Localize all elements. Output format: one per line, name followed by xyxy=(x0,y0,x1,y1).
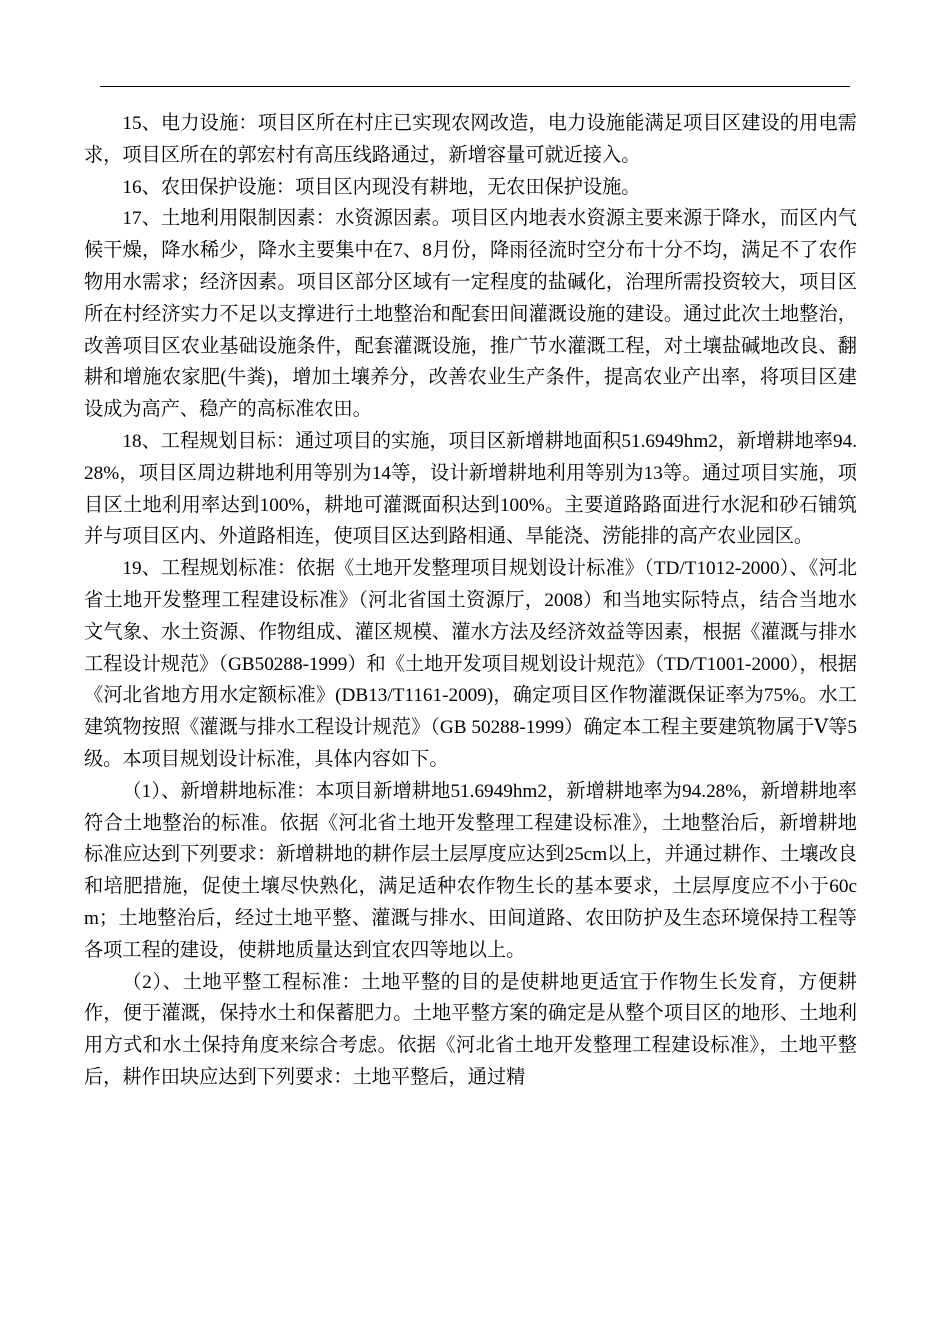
paragraph-18-planning-targets: 18、工程规划目标：通过项目的实施，项目区新增耕地面积51.6949hm2，新增耕地率94.28%，项目区周边耕地利用等别为14等，设计新增耕地利用等别为13等。通过项目实施，项目区土地利用率达到100%，耕地可灌溉面积达到100%。主要道路路面进行水泥和砂石铺筑并与项目区内、外道路相连，使项目区达到路相通、旱能浇、涝能排的高产农业园区。 xyxy=(84,430,857,548)
paragraph-17-land-use-constraints: 17、土地利用限制因素：水资源因素。项目区内地表水资源主要来源于降水，而区内气候干燥，降水稀少，降水主要集中在7、8月份，降雨径流时空分布十分不均，满足不了农作物用水需求；经济因素。项目区部分区域有一定程度的盐碱化，治理所需投资较大，项目区所在村经济实力不足以支撑进行土地整治和配套田间灌溉设施的建设。通过此次土地整治，改善项目区农业基础设施条件，配套灌溉设施，推广节水灌溉工程，对土壤盐碱地改良、翻耕和增施农家肥(牛粪)，增加土壤养分，改善农业生产条件，提高农业产出率，将项目区建设成为高产、稳产的高标准农田。 xyxy=(84,208,857,421)
paragraph-19-planning-standards: 19、工程规划标准：依据《土地开发整理项目规划设计标准》（TD/T1012-2000）、《河北省土地开发整理工程建设标准》（河北省国土资源厅，2008）和当地实际特点，结合当地水文气象、水土资源、作物组成、灌区规模、灌水方法及经济效益等因素，根据《灌溉与排水工程设计规范》（GB50288-1999）和《土地开发项目规划设计规范》（TD/T1001-2000），根据《河北省地方用水定额标准》(DB13/T1161-2009)，确定项目区作物灌溉保证率为75%。水工建筑物按照《灌溉与排水工程设计规范》（GB 50288-1999）确定本工程主要建筑物属于Ⅴ等5级。本项目规划设计标准，具体内容如下。 xyxy=(84,558,857,770)
header-rule xyxy=(100,86,850,87)
paragraph-15-power-facilities: 15、电力设施：项目区所在村庄已实现农网改造，电力设施能满足项目区建设的用电需求，项目区所在的郭宏村有高压线路通过，新增容量可就近接入。 xyxy=(84,113,857,166)
paragraph-16-farmland-protection: 16、农田保护设施：项目区内现没有耕地，无农田保护设施。 xyxy=(122,176,641,198)
paragraph-land-leveling-standard: （2）、土地平整工程标准：土地平整的目的是使耕地更适宜于作物生长发育，方便耕作，便于灌溉，保持水土和保蓄肥力。土地平整方案的确定是从整个项目区的地形、土地利用方式和水土保持角度来综合考虑。依据《河北省土地开发整理工程建设标准》，土地平整后，耕作田块应达到下列要求：土地平整后，通过精 xyxy=(84,971,857,1088)
paragraph-new-farmland-standard: （1）、新增耕地标准：本项目新增耕地51.6949hm2，新增耕地率为94.28%，新增耕地率符合土地整治的标准。依据《河北省土地开发整理工程建设标准》，土地整治后，新增耕地标准应达到下列要求：新增耕地的耕作层土层厚度应达到25cm以上，并通过耕作、土壤改良和培肥措施，促使土壤尽快熟化，满足适种农作物生长的基本要求，土层厚度应不小于60cm；土地整治后，经过土地平整、灌溉与排水、田间道路、农田防护及生态环境保持工程等各项工程的建设，使耕地质量达到宜农四等地以上。 xyxy=(84,780,857,961)
document-body xyxy=(84,108,857,1094)
